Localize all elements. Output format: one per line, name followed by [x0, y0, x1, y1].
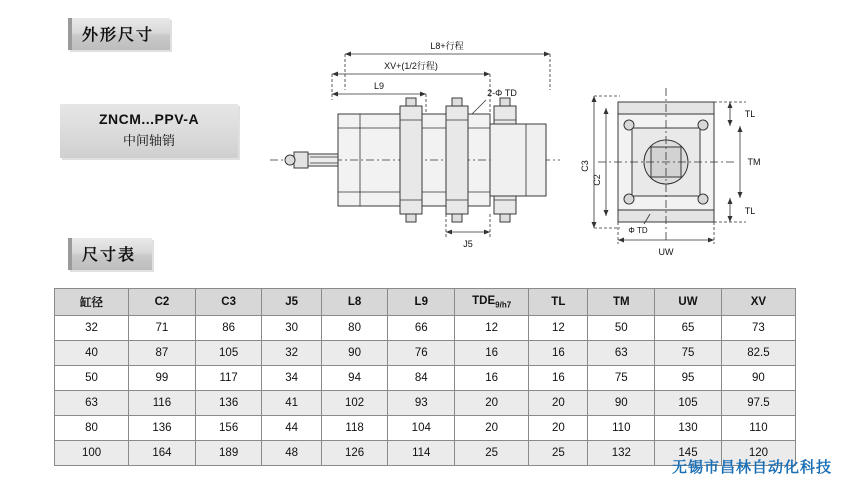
dim-label-tl-bottom: TL	[744, 206, 756, 216]
cell-tde: 12	[455, 316, 529, 341]
cell-j5: 44	[262, 416, 321, 441]
cell-l8: 90	[321, 341, 388, 366]
cell-bore: 63	[55, 391, 129, 416]
cell-c2: 87	[129, 341, 196, 366]
col-header-j5: J5	[262, 289, 321, 316]
section-heading-outline: 外形尺寸	[68, 18, 170, 50]
table-row	[55, 416, 796, 441]
cell-c3: 136	[195, 391, 262, 416]
cell-tde: 16	[455, 341, 529, 366]
col-header-tm: TM	[588, 289, 655, 316]
cell-tde: 20	[455, 416, 529, 441]
cell-tde: 25	[455, 441, 529, 466]
cell-l9: 66	[388, 316, 455, 341]
cell-uw: 75	[655, 341, 722, 366]
col-header-bore: 缸径	[55, 289, 129, 316]
cell-bore: 40	[55, 341, 129, 366]
col-header-tl: TL	[529, 289, 588, 316]
col-header-xv: XV	[721, 289, 795, 316]
col-header-l8: L8	[321, 289, 388, 316]
cell-tm: 50	[588, 316, 655, 341]
section-heading-dimension-table: 尺寸表	[68, 238, 152, 270]
cell-l9: 93	[388, 391, 455, 416]
dim-label-tl-top: TL	[744, 109, 756, 119]
cell-l8: 118	[321, 416, 388, 441]
technical-drawing	[250, 28, 780, 258]
dim-label-c3: C3	[580, 160, 590, 172]
cell-c3: 105	[195, 341, 262, 366]
cell-c3: 156	[195, 416, 262, 441]
cell-c2: 164	[129, 441, 196, 466]
col-header-tde-base: TDE	[472, 294, 496, 307]
col-header-tde-sub: 9/h7	[495, 300, 512, 310]
cell-l9: 104	[388, 416, 455, 441]
cell-xv: 120	[721, 441, 795, 466]
dim-label-phi-td: Φ TD	[628, 226, 648, 235]
dim-label-2-phi-td: 2-Φ TD	[487, 88, 517, 98]
cell-c2: 99	[129, 366, 196, 391]
cell-xv: 90	[721, 366, 795, 391]
cell-uw: 105	[655, 391, 722, 416]
model-label-box	[60, 104, 238, 158]
cell-tm: 75	[588, 366, 655, 391]
table-row	[55, 341, 796, 366]
cell-tm: 132	[588, 441, 655, 466]
cell-tm: 63	[588, 341, 655, 366]
cell-j5: 30	[262, 316, 321, 341]
cell-c3: 117	[195, 366, 262, 391]
col-header-l9: L9	[388, 289, 455, 316]
cell-j5: 48	[262, 441, 321, 466]
dim-label-tm: TM	[747, 157, 761, 167]
cell-l8: 126	[321, 441, 388, 466]
cell-uw: 130	[655, 416, 722, 441]
table-row	[55, 316, 796, 341]
cell-l9: 114	[388, 441, 455, 466]
cell-tl: 16	[529, 366, 588, 391]
cell-uw: 65	[655, 316, 722, 341]
cell-bore: 80	[55, 416, 129, 441]
cell-j5: 34	[262, 366, 321, 391]
cell-tm: 90	[588, 391, 655, 416]
table-row	[55, 391, 796, 416]
dim-label-l9: L9	[373, 81, 385, 91]
dim-label-uw: UW	[658, 247, 674, 257]
cell-j5: 32	[262, 341, 321, 366]
cell-l8: 94	[321, 366, 388, 391]
cell-l9: 84	[388, 366, 455, 391]
cell-tde: 16	[455, 366, 529, 391]
cell-xv: 97.5	[721, 391, 795, 416]
table-header-row	[55, 289, 796, 316]
cell-tl: 12	[529, 316, 588, 341]
cell-tl: 20	[529, 391, 588, 416]
cell-c3: 86	[195, 316, 262, 341]
col-header-c2: C2	[129, 289, 196, 316]
cell-l9: 76	[388, 341, 455, 366]
cell-tl: 16	[529, 341, 588, 366]
cell-c2: 116	[129, 391, 196, 416]
cell-bore: 100	[55, 441, 129, 466]
dim-label-xv-half-stroke: XV+(1/2行程)	[384, 61, 438, 71]
company-watermark: 无锡市昌林自动化科技	[671, 459, 832, 476]
col-header-c3: C3	[195, 289, 262, 316]
cell-l8: 102	[321, 391, 388, 416]
table-row	[55, 366, 796, 391]
cell-uw: 95	[655, 366, 722, 391]
drawing-svg	[250, 28, 780, 258]
cell-bore: 32	[55, 316, 129, 341]
cell-c3: 189	[195, 441, 262, 466]
cell-xv: 73	[721, 316, 795, 341]
dimension-table	[54, 288, 796, 466]
cell-tl: 20	[529, 416, 588, 441]
cell-l8: 80	[321, 316, 388, 341]
dim-label-j5: J5	[463, 239, 473, 249]
cell-c2: 71	[129, 316, 196, 341]
cell-uw: 145	[655, 441, 722, 466]
cell-tl: 25	[529, 441, 588, 466]
model-description: 中间轴销	[122, 133, 175, 148]
cell-c2: 136	[129, 416, 196, 441]
cell-tm: 110	[588, 416, 655, 441]
cell-j5: 41	[262, 391, 321, 416]
dim-label-l8-stroke: L8+行程	[430, 41, 464, 51]
dim-label-c2: C2	[592, 174, 602, 186]
cell-xv: 110	[721, 416, 795, 441]
model-code: ZNCM...PPV-A	[98, 111, 200, 127]
cell-tde: 20	[455, 391, 529, 416]
cell-bore: 50	[55, 366, 129, 391]
cell-xv: 82.5	[721, 341, 795, 366]
col-header-tde	[455, 289, 529, 316]
col-header-uw: UW	[655, 289, 722, 316]
